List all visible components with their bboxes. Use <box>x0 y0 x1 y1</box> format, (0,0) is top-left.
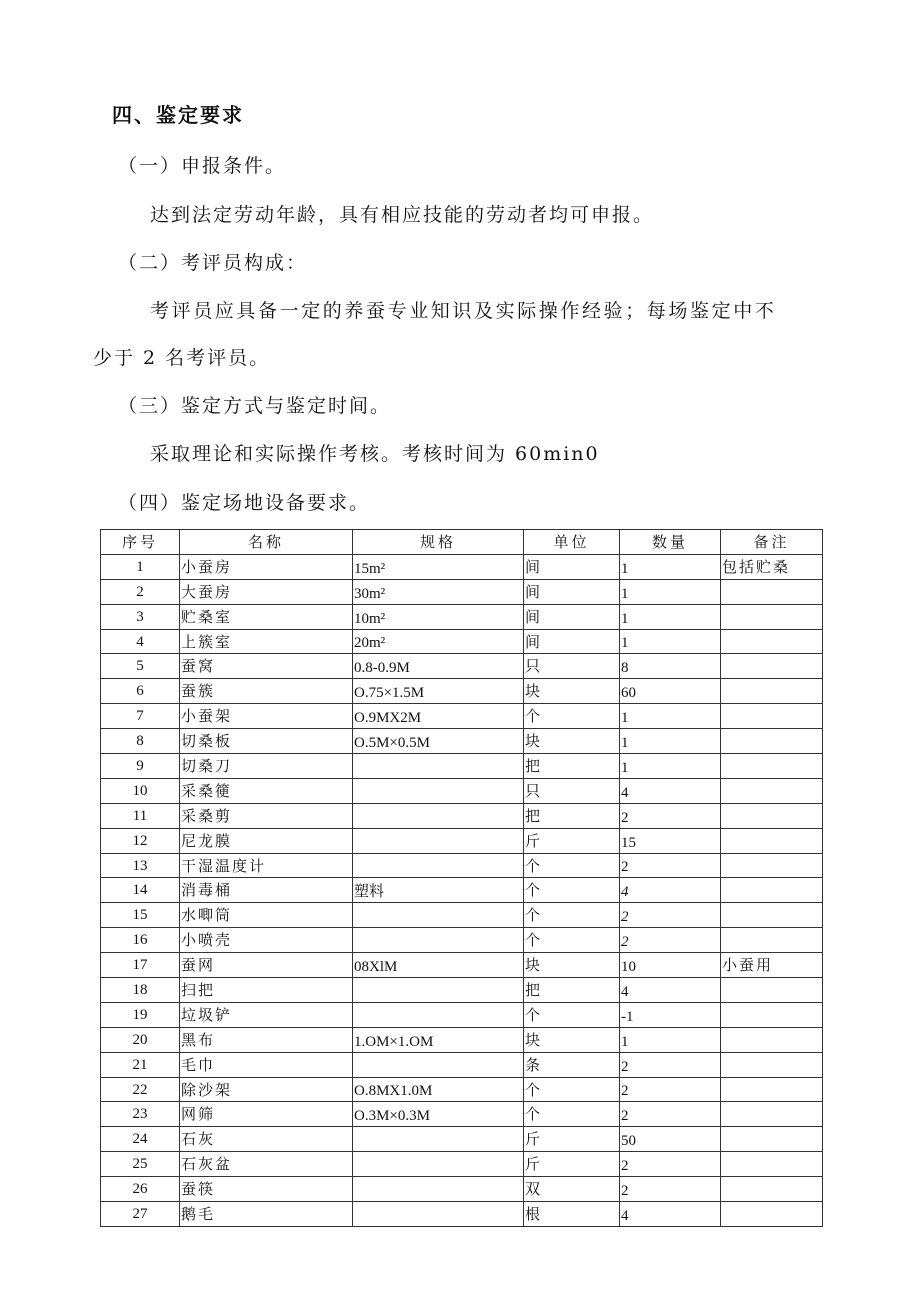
cell-unit: 斤 <box>524 1152 620 1177</box>
cell-name: 小喷壳 <box>180 928 353 953</box>
equipment-table <box>100 529 823 1227</box>
table-row <box>101 1052 823 1077</box>
table-row <box>101 878 823 903</box>
cell-spec <box>353 978 524 1003</box>
table-row <box>101 1027 823 1052</box>
cell-note <box>721 778 823 803</box>
cell-note <box>721 853 823 878</box>
table-row <box>101 853 823 878</box>
cell-index: 11 <box>101 803 180 828</box>
column-header: 名称 <box>180 530 353 555</box>
cell-quantity: 1 <box>620 754 721 779</box>
cell-index: 24 <box>101 1127 180 1152</box>
cell-index: 7 <box>101 704 180 729</box>
cell-unit: 个 <box>524 1002 620 1027</box>
cell-unit: 间 <box>524 604 620 629</box>
table-row <box>101 704 823 729</box>
cell-quantity: 15 <box>620 828 721 853</box>
cell-name: 蚕网 <box>180 953 353 978</box>
cell-index: 20 <box>101 1027 180 1052</box>
table-row <box>101 679 823 704</box>
cell-note <box>721 928 823 953</box>
cell-unit: 双 <box>524 1177 620 1202</box>
cell-unit: 个 <box>524 853 620 878</box>
cell-index: 5 <box>101 654 180 679</box>
cell-unit: 把 <box>524 754 620 779</box>
cell-index: 27 <box>101 1202 180 1227</box>
cell-spec: O.8MX1.0M <box>353 1077 524 1102</box>
cell-note <box>721 629 823 654</box>
cell-index: 3 <box>101 604 180 629</box>
cell-name: 小蚕房 <box>180 554 353 579</box>
cell-note <box>721 579 823 604</box>
column-header: 序号 <box>101 530 180 555</box>
cell-spec: O.5M×0.5M <box>353 729 524 754</box>
cell-note <box>721 1027 823 1052</box>
cell-spec <box>353 828 524 853</box>
cell-unit: 个 <box>524 704 620 729</box>
cell-note: 小蚕用 <box>721 953 823 978</box>
cell-spec: 10m² <box>353 604 524 629</box>
cell-index: 15 <box>101 903 180 928</box>
cell-note <box>721 1177 823 1202</box>
cell-spec <box>353 754 524 779</box>
table-row <box>101 928 823 953</box>
table-row <box>101 1077 823 1102</box>
cell-index: 16 <box>101 928 180 953</box>
cell-name: 垃圾铲 <box>180 1002 353 1027</box>
cell-name: 大蚕房 <box>180 579 353 604</box>
cell-quantity: 2 <box>620 853 721 878</box>
cell-spec <box>353 1152 524 1177</box>
cell-note <box>721 903 823 928</box>
cell-index: 4 <box>101 629 180 654</box>
cell-name: 扫把 <box>180 978 353 1003</box>
cell-note: 包括贮桑 <box>721 554 823 579</box>
cell-note <box>721 754 823 779</box>
paragraph: 少于 2 名考评员。 <box>93 347 271 369</box>
cell-note <box>721 803 823 828</box>
cell-name: 消毒桶 <box>180 878 353 903</box>
cell-name: 切桑刀 <box>180 754 353 779</box>
cell-quantity: 2 <box>620 1177 721 1202</box>
paragraph: 达到法定劳动年龄，具有相应技能的劳动者均可申报。 <box>150 204 655 226</box>
cell-spec <box>353 853 524 878</box>
cell-quantity: 1 <box>620 629 721 654</box>
cell-unit: 个 <box>524 1077 620 1102</box>
section-title-4: （四）鉴定场地设备要求。 <box>118 492 371 514</box>
table-row <box>101 1102 823 1127</box>
section-heading: 四、鉴定要求 <box>112 103 244 127</box>
cell-unit: 个 <box>524 878 620 903</box>
cell-name: 毛巾 <box>180 1052 353 1077</box>
table-row <box>101 554 823 579</box>
cell-index: 14 <box>101 878 180 903</box>
cell-name: 蚕窝 <box>180 654 353 679</box>
column-header: 单位 <box>524 530 620 555</box>
cell-quantity: -1 <box>620 1002 721 1027</box>
cell-unit: 斤 <box>524 828 620 853</box>
cell-name: 网筛 <box>180 1102 353 1127</box>
cell-spec <box>353 903 524 928</box>
cell-name: 采桑剪 <box>180 803 353 828</box>
cell-quantity: 1 <box>620 579 721 604</box>
table-row <box>101 778 823 803</box>
cell-unit: 只 <box>524 778 620 803</box>
table-row <box>101 1127 823 1152</box>
cell-quantity: 4 <box>620 978 721 1003</box>
table-row <box>101 579 823 604</box>
table-row <box>101 978 823 1003</box>
cell-index: 10 <box>101 778 180 803</box>
cell-index: 21 <box>101 1052 180 1077</box>
cell-quantity: 50 <box>620 1127 721 1152</box>
cell-name: 蚕簇 <box>180 679 353 704</box>
cell-unit: 个 <box>524 928 620 953</box>
cell-index: 17 <box>101 953 180 978</box>
cell-name: 贮桑室 <box>180 604 353 629</box>
cell-name: 石灰盆 <box>180 1152 353 1177</box>
cell-spec: 1.OM×1.OM <box>353 1027 524 1052</box>
cell-quantity: 4 <box>620 878 721 903</box>
section-title-3: （三）鉴定方式与鉴定时间。 <box>118 395 392 417</box>
cell-quantity: 2 <box>620 1077 721 1102</box>
cell-note <box>721 654 823 679</box>
section-title-2: （二）考评员构成： <box>118 252 308 274</box>
cell-name: 上簇室 <box>180 629 353 654</box>
cell-unit: 把 <box>524 803 620 828</box>
cell-note <box>721 1102 823 1127</box>
cell-index: 1 <box>101 554 180 579</box>
table-row <box>101 729 823 754</box>
cell-quantity: 10 <box>620 953 721 978</box>
column-header: 规格 <box>353 530 524 555</box>
table-row <box>101 903 823 928</box>
cell-note <box>721 729 823 754</box>
cell-quantity: 1 <box>620 704 721 729</box>
cell-name: 除沙架 <box>180 1077 353 1102</box>
table-row <box>101 1152 823 1177</box>
cell-name: 水唧筒 <box>180 903 353 928</box>
table-row <box>101 1202 823 1227</box>
cell-name: 干湿温度计 <box>180 853 353 878</box>
cell-unit: 块 <box>524 679 620 704</box>
cell-note <box>721 1152 823 1177</box>
cell-quantity: 2 <box>620 903 721 928</box>
cell-name: 蚕筷 <box>180 1177 353 1202</box>
table-header-row <box>101 530 823 555</box>
cell-note <box>721 878 823 903</box>
cell-note <box>721 1002 823 1027</box>
cell-name: 尼龙膜 <box>180 828 353 853</box>
section-title-1: （一）申报条件。 <box>118 155 287 177</box>
paragraph: 采取理论和实际操作考核。考核时间为 60min0 <box>150 443 600 465</box>
table-row <box>101 754 823 779</box>
cell-unit: 只 <box>524 654 620 679</box>
cell-note <box>721 679 823 704</box>
cell-index: 8 <box>101 729 180 754</box>
cell-name: 鹅毛 <box>180 1202 353 1227</box>
cell-spec: O.9MX2M <box>353 704 524 729</box>
cell-note <box>721 1127 823 1152</box>
cell-quantity: 2 <box>620 803 721 828</box>
cell-note <box>721 704 823 729</box>
cell-unit: 把 <box>524 978 620 1003</box>
table-row <box>101 1177 823 1202</box>
cell-spec <box>353 803 524 828</box>
cell-unit: 根 <box>524 1202 620 1227</box>
cell-index: 2 <box>101 579 180 604</box>
cell-quantity: 4 <box>620 1202 721 1227</box>
cell-quantity: 2 <box>620 1152 721 1177</box>
cell-unit: 斤 <box>524 1127 620 1152</box>
cell-spec: 08XlM <box>353 953 524 978</box>
cell-unit: 间 <box>524 579 620 604</box>
cell-spec: O.3M×0.3M <box>353 1102 524 1127</box>
cell-note <box>721 1052 823 1077</box>
cell-spec <box>353 778 524 803</box>
cell-unit: 个 <box>524 1102 620 1127</box>
cell-spec: 20m² <box>353 629 524 654</box>
cell-name: 黑布 <box>180 1027 353 1052</box>
cell-note <box>721 828 823 853</box>
table-row <box>101 604 823 629</box>
cell-quantity: 8 <box>620 654 721 679</box>
cell-spec: 塑料 <box>353 878 524 903</box>
cell-index: 25 <box>101 1152 180 1177</box>
table-row <box>101 629 823 654</box>
column-header: 备注 <box>721 530 823 555</box>
table-row <box>101 828 823 853</box>
cell-spec: 30m² <box>353 579 524 604</box>
cell-note <box>721 978 823 1003</box>
table-row <box>101 803 823 828</box>
cell-index: 12 <box>101 828 180 853</box>
table-row <box>101 654 823 679</box>
cell-note <box>721 1202 823 1227</box>
cell-index: 6 <box>101 679 180 704</box>
cell-name: 石灰 <box>180 1127 353 1152</box>
column-header: 数量 <box>620 530 721 555</box>
cell-quantity: 4 <box>620 778 721 803</box>
cell-unit: 间 <box>524 554 620 579</box>
cell-unit: 间 <box>524 629 620 654</box>
cell-spec <box>353 1127 524 1152</box>
cell-quantity: 1 <box>620 729 721 754</box>
cell-spec <box>353 928 524 953</box>
cell-name: 切桑板 <box>180 729 353 754</box>
cell-unit: 块 <box>524 953 620 978</box>
cell-quantity: 1 <box>620 604 721 629</box>
cell-index: 18 <box>101 978 180 1003</box>
cell-quantity: 2 <box>620 928 721 953</box>
cell-index: 22 <box>101 1077 180 1102</box>
cell-unit: 条 <box>524 1052 620 1077</box>
cell-unit: 块 <box>524 1027 620 1052</box>
cell-spec: O.75×1.5M <box>353 679 524 704</box>
cell-note <box>721 604 823 629</box>
cell-quantity: 1 <box>620 554 721 579</box>
cell-spec: 15m² <box>353 554 524 579</box>
cell-note <box>721 1077 823 1102</box>
cell-quantity: 2 <box>620 1052 721 1077</box>
cell-spec <box>353 1202 524 1227</box>
table-row <box>101 953 823 978</box>
table-row <box>101 1002 823 1027</box>
cell-spec <box>353 1002 524 1027</box>
cell-quantity: 1 <box>620 1027 721 1052</box>
cell-spec <box>353 1177 524 1202</box>
cell-index: 26 <box>101 1177 180 1202</box>
cell-unit: 块 <box>524 729 620 754</box>
cell-index: 13 <box>101 853 180 878</box>
cell-index: 23 <box>101 1102 180 1127</box>
cell-name: 采桑箯 <box>180 778 353 803</box>
paragraph: 考评员应具备一定的养蚕专业知识及实际操作经验；每场鉴定中不 <box>150 300 777 322</box>
cell-spec: 0.8-0.9M <box>353 654 524 679</box>
cell-spec <box>353 1052 524 1077</box>
cell-quantity: 60 <box>620 679 721 704</box>
cell-index: 9 <box>101 754 180 779</box>
cell-quantity: 2 <box>620 1102 721 1127</box>
cell-name: 小蚕架 <box>180 704 353 729</box>
cell-index: 19 <box>101 1002 180 1027</box>
cell-unit: 个 <box>524 903 620 928</box>
